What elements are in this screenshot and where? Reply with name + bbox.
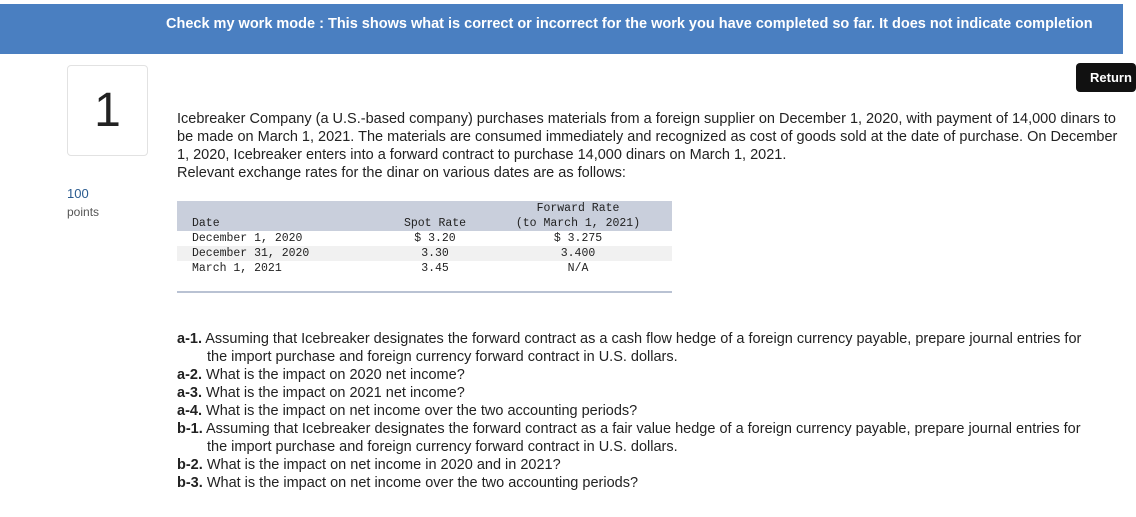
problem-statement <box>177 110 1122 182</box>
question-text: What is the impact on net income over the two accounting periods? <box>206 403 638 419</box>
question-item <box>177 420 1097 456</box>
problem-intro: Relevant exchange rates for the dinar on various dates are as follows: <box>177 165 626 181</box>
points-label: points <box>67 205 100 219</box>
header-forward-rate: Forward Rate <box>536 202 620 215</box>
header-spot-rate: Spot Rate <box>403 217 467 230</box>
cell-spot: 3.45 <box>421 262 449 275</box>
cell-forward: 3.400 <box>560 247 596 260</box>
question-item <box>177 384 1097 402</box>
question-number-box <box>67 65 148 156</box>
question-number: 1 <box>94 84 121 137</box>
question-item <box>177 366 1097 384</box>
header-date: Date <box>192 217 220 230</box>
return-button[interactable]: Return <box>1076 63 1136 92</box>
table-row <box>177 246 672 261</box>
question-text: What is the impact on net income in 2020 and in 2021? <box>206 457 561 473</box>
question-text: What is the impact on net income over the two accounting periods? <box>206 475 639 491</box>
header-forward-period: (to March 1, 2021) <box>515 217 641 230</box>
question-text: What is the impact on 2021 net income? <box>206 385 465 401</box>
question-label: b-3. <box>177 475 203 491</box>
question-item <box>177 474 1097 492</box>
question-item <box>177 330 1097 366</box>
points-value: 100 <box>67 186 89 201</box>
table-row <box>177 261 672 276</box>
cell-spot: 3.30 <box>421 247 449 260</box>
table-row <box>177 231 672 246</box>
table-header-row <box>177 201 672 216</box>
question-item <box>177 402 1097 420</box>
question-list <box>177 330 1097 492</box>
cell-date: December 1, 2020 <box>192 232 303 245</box>
question-label: a-3. <box>177 385 202 401</box>
question-label: a-2. <box>177 367 202 383</box>
question-label: b-2. <box>177 457 203 473</box>
question-label: b-1. <box>177 421 203 437</box>
check-my-work-banner: Check my work mode : This shows what is correct or incorrect for the work you have completed so far. It does not indicate completion <box>0 4 1123 54</box>
question-label: a-4. <box>177 403 202 419</box>
question-text: Assuming that Icebreaker designates the forward contract as a fair value hedge of a foreign currency payable, prepare journal entries for the import purchase and foreign currency forward contract in U.S. dollars. <box>206 421 1081 455</box>
cell-spot: $ 3.20 <box>414 232 456 245</box>
cell-forward: $ 3.275 <box>553 232 603 245</box>
table-header-row <box>177 216 672 231</box>
question-text: Assuming that Icebreaker designates the forward contract as a cash flow hedge of a foreign currency payable, prepare journal entries for the import purchase and foreign currency forward contract in U.S. dollars. <box>205 331 1082 365</box>
cell-date: December 31, 2020 <box>192 247 310 260</box>
cell-forward: N/A <box>567 262 589 275</box>
question-item <box>177 456 1097 474</box>
question-text: What is the impact on 2020 net income? <box>206 367 465 383</box>
question-label: a-1. <box>177 331 202 347</box>
cell-date: March 1, 2021 <box>192 262 282 275</box>
exchange-rates-table <box>177 201 672 293</box>
problem-paragraph: Icebreaker Company (a U.S.-based company) purchases materials from a foreign supplier on December 1, 2020, with payment of 14,000 dinars to be made on March 1, 2021. The materials are consumed immediately and recognized as cost of goods sold at the date of purchase. On December 1, 2020, Icebreaker enters into a forward contract to purchase 14,000 dinars on March 1, 2021. <box>177 111 1118 163</box>
